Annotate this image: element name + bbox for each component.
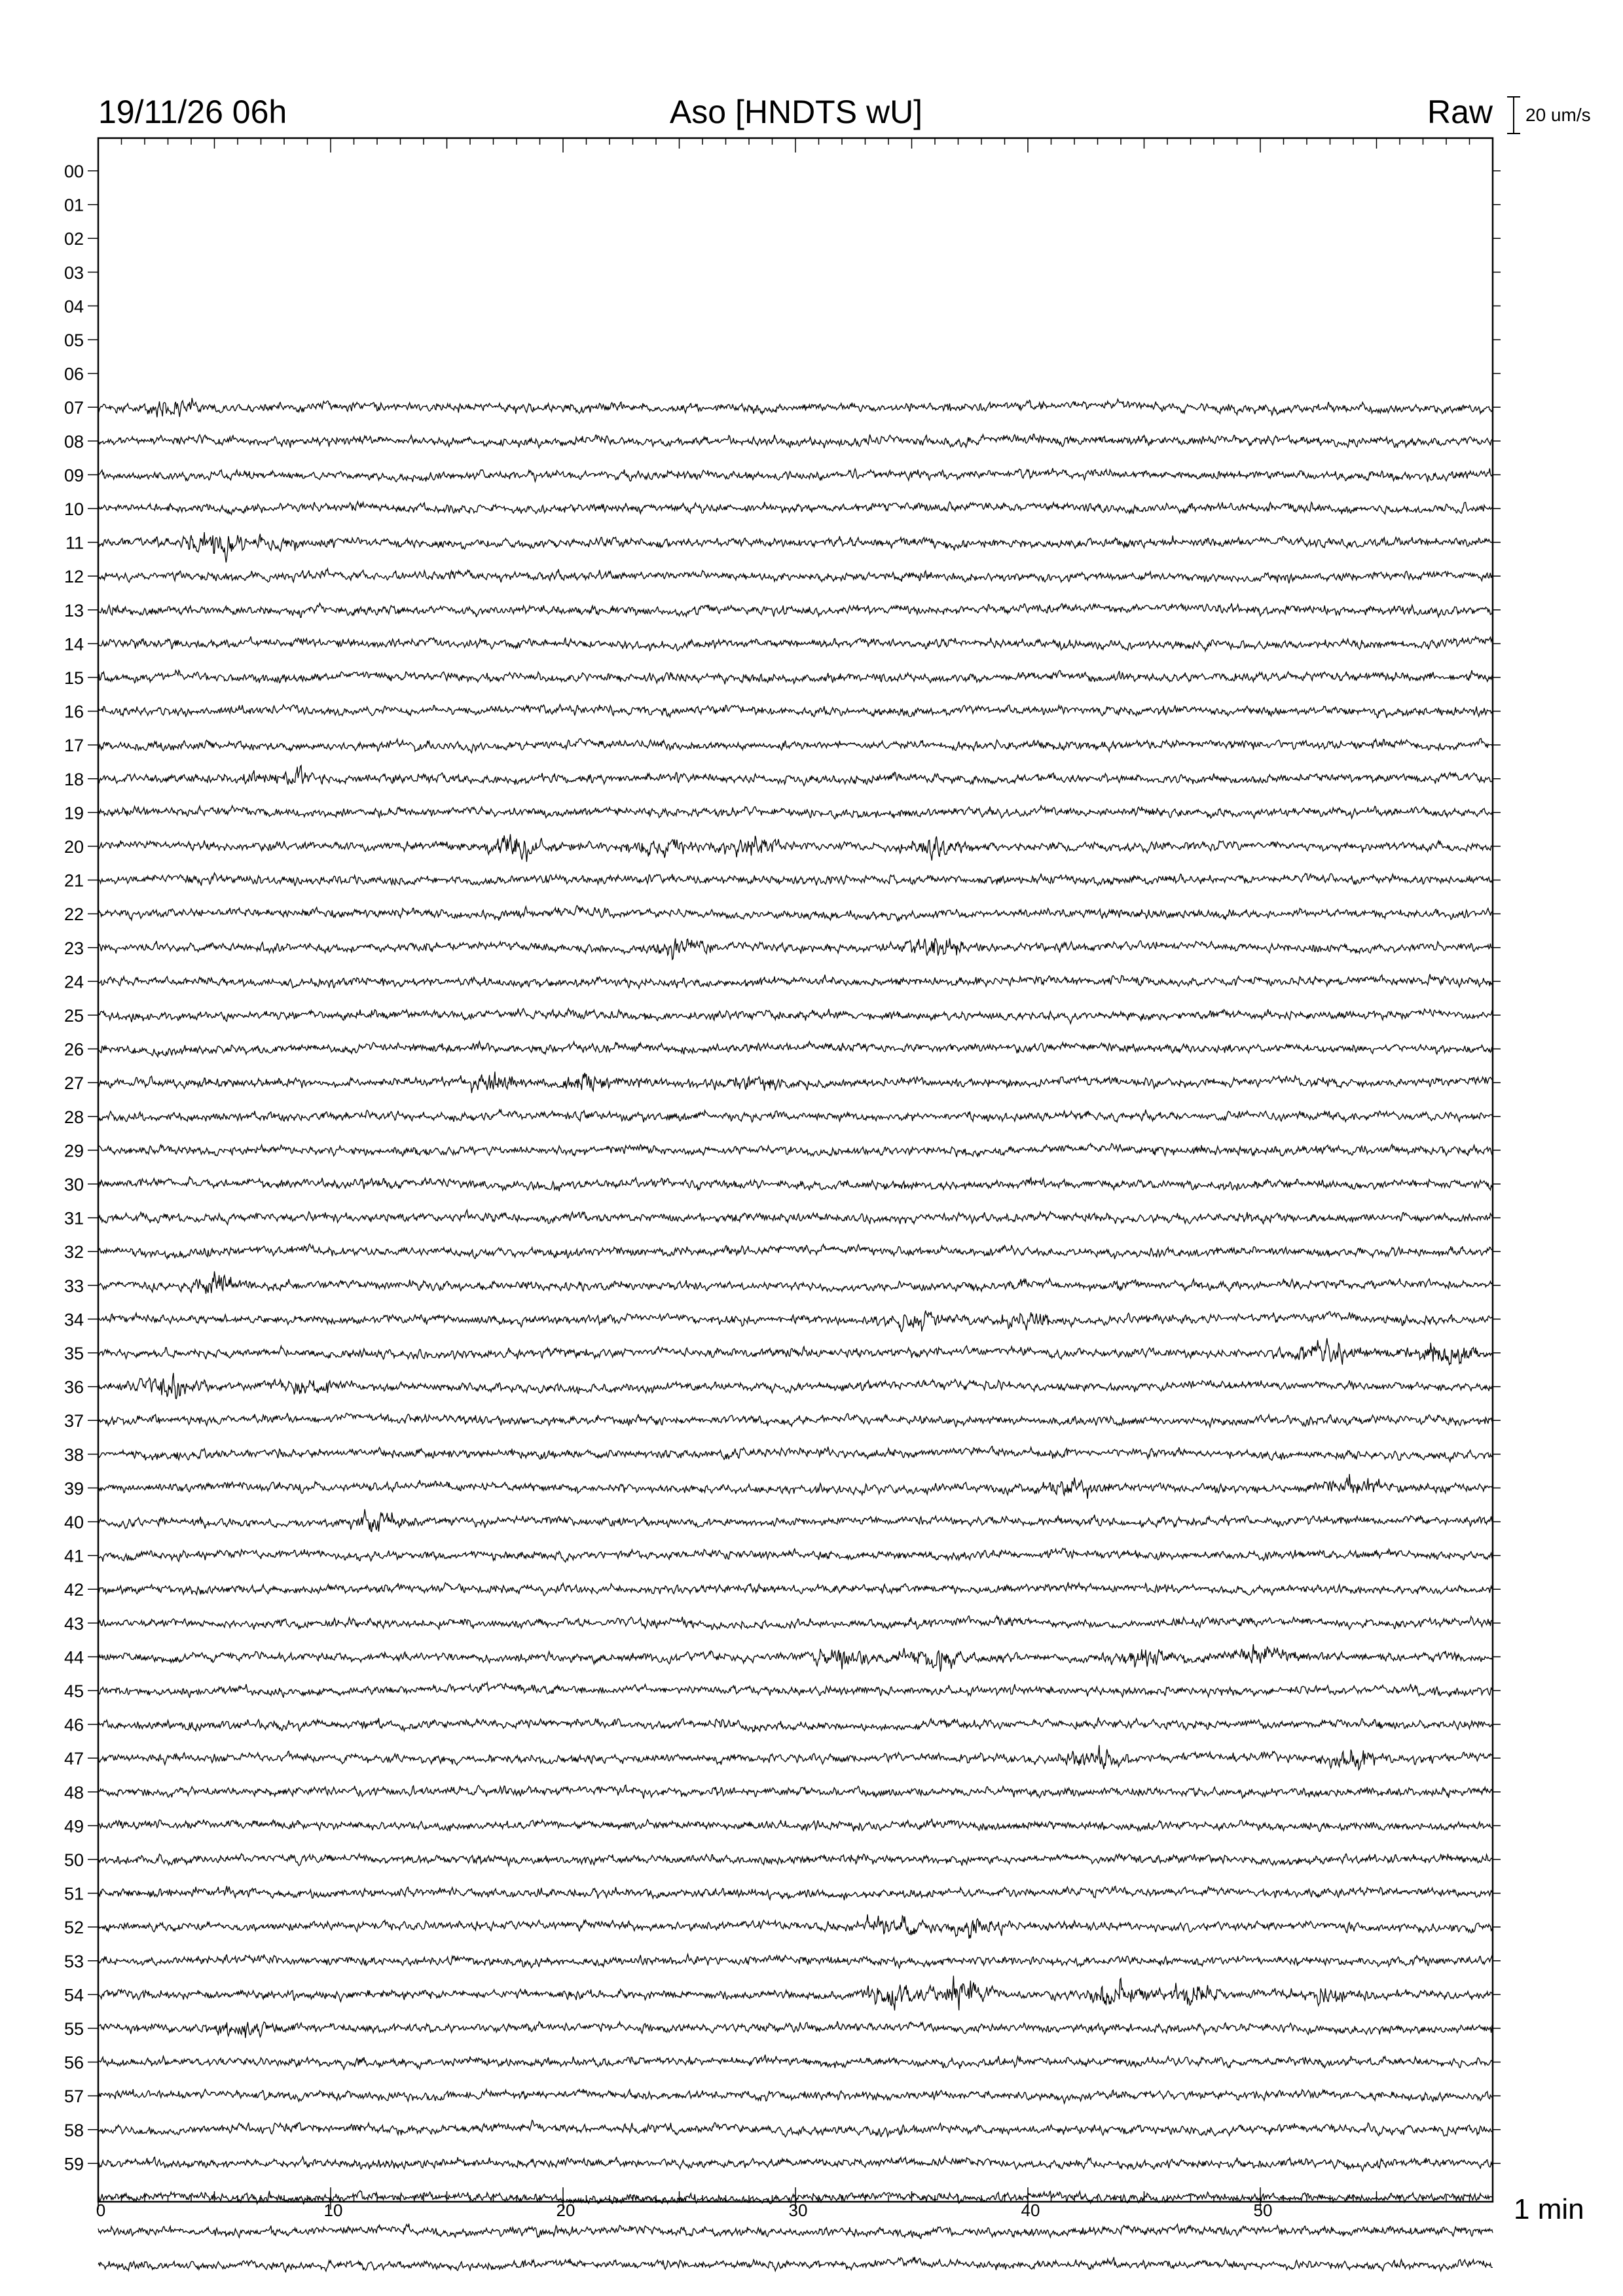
row-label: 16 [64,702,84,722]
row-label: 47 [64,1749,84,1769]
trace-line [98,1446,1493,1462]
header-mode: Raw [1427,94,1493,130]
trace-line [98,738,1493,753]
row-label: 18 [64,769,84,789]
trace-line [98,1176,1493,1191]
trace-line [98,1413,1493,1427]
chart-title: Aso [HNDTS wU] [669,94,923,130]
trace-line [98,1644,1493,1672]
row-label: 34 [64,1310,84,1330]
trace-line [98,434,1493,448]
trace-line [98,670,1493,685]
trace-line [98,636,1493,651]
trace-line [98,1271,1493,1293]
trace-line [98,2157,1493,2171]
traces [98,398,1493,2272]
row-label: 01 [64,195,84,215]
row-label: 03 [64,262,84,283]
trace-line [98,2224,1493,2239]
row-label: 59 [64,2154,84,2174]
row-label: 58 [64,2120,84,2140]
trace-line [98,1854,1493,1866]
row-axis [64,162,1501,2174]
x-tick-label: 40 [1021,2200,1040,2220]
row-label: 24 [64,972,84,992]
trace-line [98,501,1493,514]
trace-line [98,1244,1493,1259]
trace-line [98,834,1493,862]
row-label: 49 [64,1816,84,1837]
trace-line [98,939,1493,960]
row-label: 52 [64,1918,84,1938]
trace-line [98,1071,1493,1093]
header-date: 19/11/26 06h [98,94,287,130]
row-label: 41 [64,1546,84,1566]
amplitude-scale-bar [1507,97,1520,134]
row-label: 13 [64,600,84,620]
row-label: 53 [64,1951,84,1971]
trace-line [98,1785,1493,1799]
row-label: 05 [64,331,84,350]
row-label: 25 [64,1006,84,1026]
trace-line [98,532,1493,562]
trace-line [98,398,1493,418]
x-axis [96,2200,1273,2220]
x-tick-label: 50 [1253,2200,1273,2220]
trace-line [98,873,1493,886]
row-label: 08 [64,431,84,452]
row-label: 50 [64,1850,84,1870]
row-label: 17 [64,736,84,756]
row-label: 51 [64,1884,84,1904]
row-label: 42 [64,1580,84,1600]
trace-line [98,766,1493,786]
trace-line [98,2021,1493,2038]
trace-line [98,468,1493,482]
minor-tick-marks [122,138,1470,2202]
row-label: 21 [64,870,84,891]
trace-line [98,2054,1493,2069]
row-label: 28 [64,1107,84,1127]
trace-line [98,1041,1493,1057]
trace-line [98,1886,1493,1901]
trace-line [98,1954,1493,1968]
trace-line [98,1717,1493,1732]
x-tick-label: 10 [323,2200,343,2220]
row-label: 31 [64,1208,84,1229]
row-label: 10 [64,499,84,519]
row-label: 56 [64,2053,84,2073]
row-label: 19 [64,803,84,823]
row-label: 06 [64,364,84,384]
row-label: 38 [64,1444,84,1465]
amplitude-scale-label: 20 um/s [1525,105,1591,125]
trace-line [98,1582,1493,1596]
row-label: 14 [64,634,84,655]
trace-line [98,806,1493,819]
row-label: 22 [64,905,84,925]
x-tick-label: 0 [96,2200,106,2220]
row-label: 44 [64,1647,84,1668]
trace-line [98,2121,1493,2137]
row-label: 54 [64,1985,84,2005]
row-label: 02 [64,229,84,249]
row-label: 45 [64,1681,84,1701]
trace-line [98,603,1493,618]
row-label: 27 [64,1073,84,1094]
trace-line [98,1549,1493,1562]
row-label: 30 [64,1175,84,1194]
trace-line [98,2257,1493,2272]
trace-line [98,1474,1493,1499]
trace-line [98,974,1493,988]
trace-line [98,1509,1493,1532]
row-label: 48 [64,1782,84,1803]
row-label: 20 [64,837,84,857]
trace-line [98,1976,1493,2011]
row-label: 29 [64,1141,84,1161]
trace-line [98,1819,1493,1832]
trace-line [98,2089,1493,2104]
trace-line [98,1683,1493,1698]
trace-line [98,1210,1493,1225]
row-label: 40 [64,1513,84,1532]
trace-line [98,1109,1493,1122]
row-label: 32 [64,1242,84,1263]
trace-line [98,1373,1493,1399]
trace-line [98,1338,1493,1365]
row-label: 00 [64,162,84,181]
x-axis-label: 1 min [1514,2193,1584,2225]
row-label: 12 [64,567,84,587]
row-label: 46 [64,1715,84,1735]
row-label: 37 [64,1411,84,1431]
row-label: 39 [64,1479,84,1499]
row-label: 23 [64,938,84,958]
trace-line [98,704,1493,718]
trace-line [98,1310,1493,1331]
x-tick-label: 20 [556,2200,575,2220]
row-label: 07 [64,398,84,418]
trace-line [98,1143,1493,1157]
row-label: 55 [64,2019,84,2039]
x-tick-label: 30 [788,2200,808,2220]
trace-line [98,1914,1493,1939]
row-label: 04 [64,296,84,317]
row-label: 09 [64,465,84,486]
trace-line [98,1009,1493,1024]
row-label: 43 [64,1613,84,1634]
trace-line [98,1745,1493,1770]
row-label: 26 [64,1039,84,1060]
row-label: 33 [64,1276,84,1296]
trace-line [98,906,1493,922]
row-label: 35 [64,1344,84,1363]
trace-line [98,569,1493,584]
row-label: 36 [64,1377,84,1397]
row-label: 57 [64,2087,84,2107]
row-label: 15 [64,668,84,688]
row-label: 11 [65,533,84,553]
trace-line [98,1616,1493,1630]
